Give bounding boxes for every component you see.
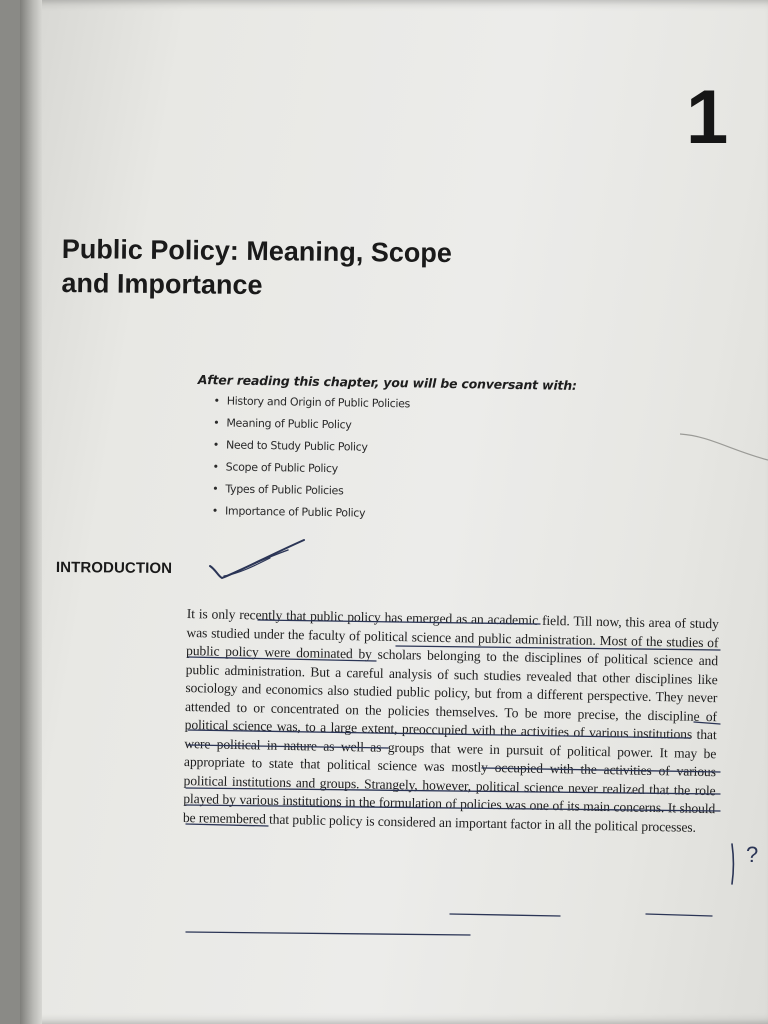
page-crease [680,428,768,468]
objectives-list [196,393,628,532]
chapter-title-line-1: Public Policy: Meaning, Scope [61,233,453,269]
chapter-title-line-2: and Importance [61,267,263,301]
introduction-body [183,605,719,837]
margin-annotation [722,838,768,888]
objective-item: • Scope of Public Policy [212,459,626,488]
objective-item: • Need to Study Public Policy [213,437,627,466]
objective-item: • History and Origin of Public Policies [213,393,627,422]
chapter-number: 1 [686,75,729,160]
objectives-heading: After reading this chapter, you will be conversant with: [197,372,577,393]
handwritten-tick-icon [208,536,308,586]
objective-item: • Types of Public Policies [212,481,626,510]
objective-item: • Meaning of Public Policy [213,415,627,444]
page-binding-edge [20,0,42,1024]
chapter-objectives [196,372,628,532]
margin-question-mark: ? [746,842,759,867]
objective-item: • Importance of Public Policy [212,503,626,532]
chapter-title [61,232,562,305]
introduction-heading: INTRODUCTION [55,559,173,578]
introduction-paragraph: It is only recently that public policy has emerged as an academic field. Till now, this area of study was studied under the faculty of political science and public administration. Most of the studies of public policy were dominated by scholars belonging to the disciplines of political science and public administration. But a careful analysis of such studies revealed that other disciplines like sociology and economics also studied public policy, but from a different perspective. They never attended to or concentrated on the policies themselves. To be more precise, the discipline of political science was, to a large extent, preoccupied with the activities of various institutions that were political in nature as well as groups that were in pursuit of political power. It may be appropriate to state that political science was mostly occupied with the activities of various political institutions and groups. Strangely, however, political science never realized that the role played by various institutions in the formulation of policies was one of its main concerns. It should be remembered that public policy is considered an important factor in all the political processes. [182,605,719,835]
